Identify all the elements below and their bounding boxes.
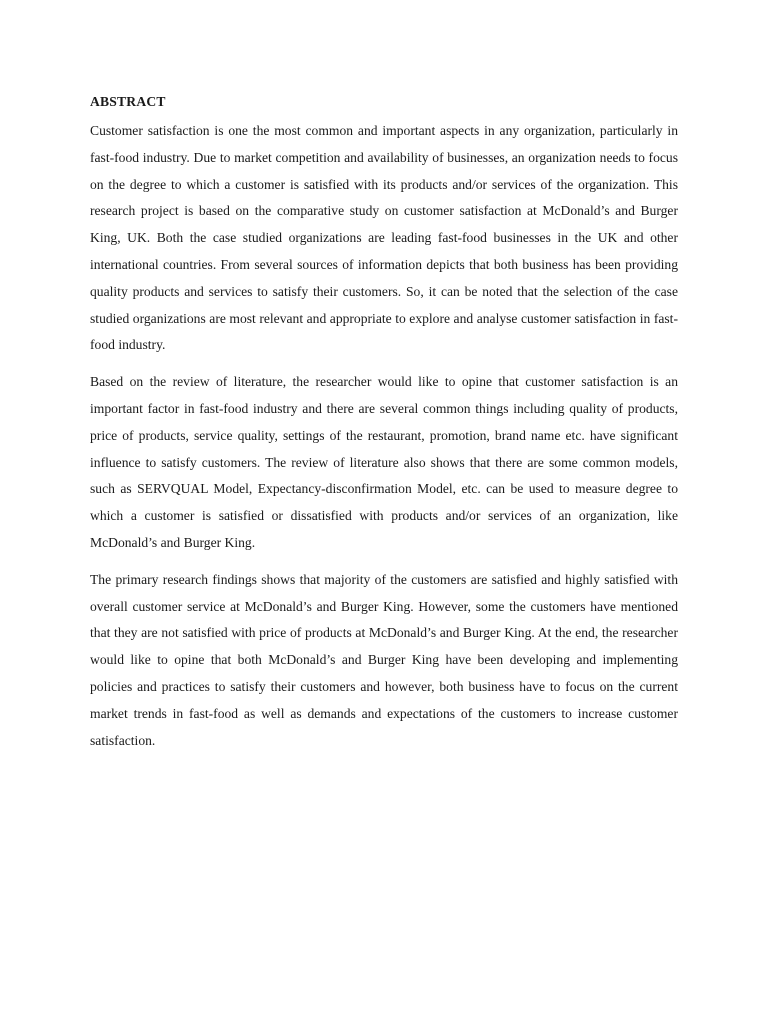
abstract-heading: ABSTRACT — [90, 94, 166, 109]
paragraph-intro: Customer satisfaction is one the most common and important aspects in any organization, particularly in fast-food industry. Due to market competition and availability of businesses, an organization needs to focus on the degree to which a customer is satisfied with its products and/or services of the organization. This research project is based on the comparative study on customer satisfaction at McDonald’s and Burger King, UK. Both the case studied organizations are leading fast-food businesses in the UK and other international countries. From several sources of information depicts that both business has been providing quality products and services to satisfy their customers. So, it can be noted that the selection of the case studied organizations are most relevant and appropriate to explore and analyse customer satisfaction in fast-food industry. — [90, 123, 678, 353]
paragraph-literature-review: Based on the review of literature, the researcher would like to opine that customer satisfaction is an important factor in fast-food industry and there are several common things including quality of products, price of products, service quality, settings of the restaurant, promotion, brand name etc. have significant influence to satisfy customers. The review of literature also shows that there are some common models, such as SERVQUAL Model, Expectancy-disconfirmation Model, etc. can be used to measure degree to which a customer is satisfied or dissatisfied with products and/or services of an organization, like McDonald’s and Burger King. — [90, 374, 678, 550]
document-body — [90, 91, 678, 764]
paragraph-findings: The primary research findings shows that majority of the customers are satisfied and highly satisfied with overall customer service at McDonald’s and Burger King. However, some the customers have mentioned that they are not satisfied with price of products at McDonald’s and Burger King. At the end, the researcher would like to opine that both McDonald’s and Burger King have been developing and implementing policies and practices to satisfy their customers and however, both business have to focus on the current market trends in fast-food as well as demands and expectations of the customers to increase customer satisfaction. — [90, 571, 678, 748]
